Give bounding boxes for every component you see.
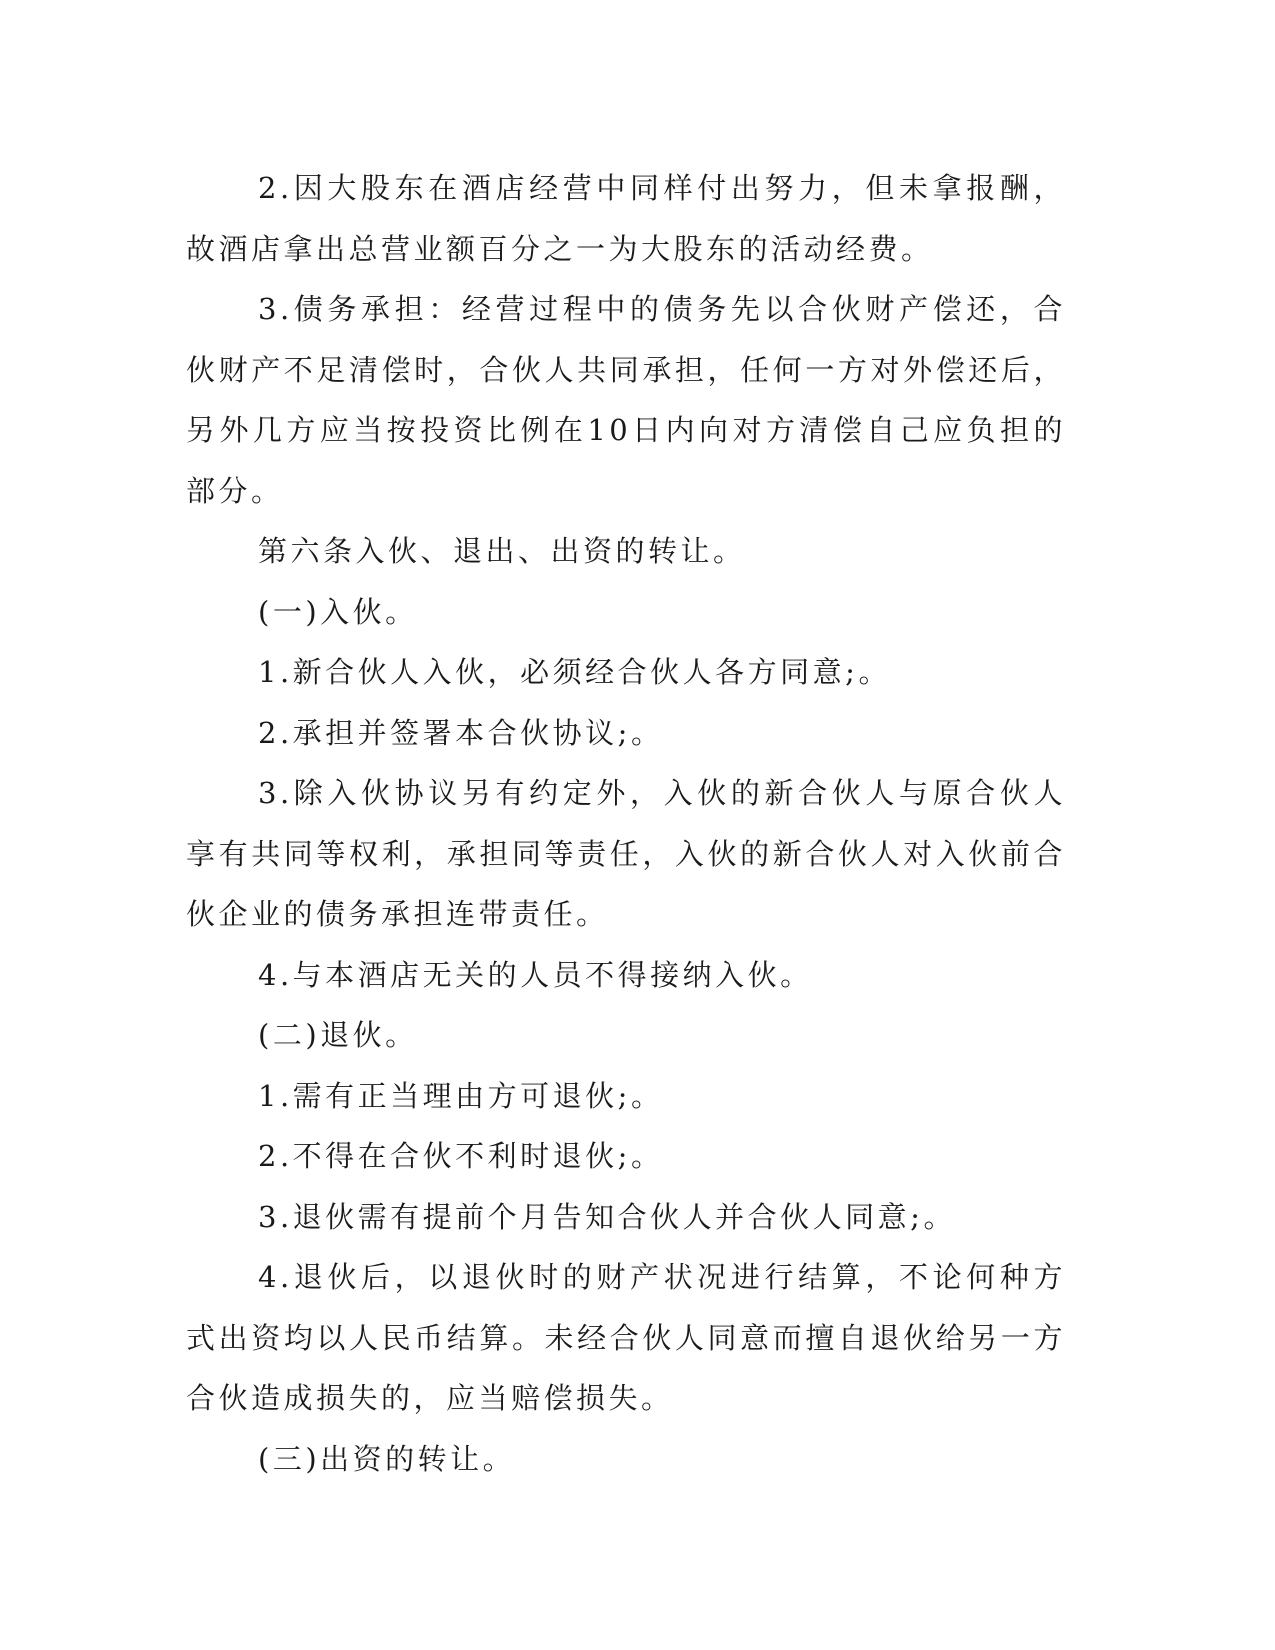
section-withdraw-heading: (二)退伙。: [258, 1018, 418, 1052]
document-body: [186, 158, 1066, 1489]
join-item-1: 1.新合伙人入伙，必须经合伙人各方同意;。: [258, 655, 891, 689]
withdraw-item-1: 1.需有正当理由方可退伙;。: [258, 1078, 664, 1113]
join-item-3: 3.除入伙协议另有约定外，入伙的新合伙人与原合伙人享有共同等权利，承担同等责任，入伙的新合伙人对入伙前合伙企业的债务承担连带责任。: [186, 776, 1066, 931]
paragraph-debt-bearing: 3.债务承担：经营过程中的债务先以合伙财产偿还，合伙财产不足清偿时，合伙人共同承担，任何一方对外偿还后，另外几方应当按投资比例在10日内向对方清偿自己应负担的部分。: [186, 292, 1066, 508]
section-transfer-heading: (三)出资的转让。: [258, 1441, 516, 1476]
withdraw-item-4: 4.退伙后，以退伙时的财产状况进行结算，不论何种方式出资均以人民币结算。未经合伙人同意而擅自退伙给另一方合伙造成损失的，应当赔偿损失。: [186, 1260, 1066, 1415]
join-item-2: 2.承担并签署本合伙协议;。: [258, 715, 664, 750]
section-join-heading: (一)入伙。: [258, 594, 418, 629]
withdraw-item-2: 2.不得在合伙不利时退伙;。: [258, 1139, 664, 1173]
withdraw-item-3: 3.退伙需有提前个月告知合伙人并合伙人同意;。: [258, 1199, 956, 1234]
paragraph-activity-fund: 2.因大股东在酒店经营中同样付出努力，但未拿报酬，故酒店拿出总营业额百分之一为大股东的活动经费。: [186, 171, 1066, 266]
join-item-4: 4.与本酒店无关的人员不得接纳入伙。: [258, 957, 813, 992]
article-six-heading: 第六条入伙、退出、出资的转让。: [258, 534, 746, 568]
